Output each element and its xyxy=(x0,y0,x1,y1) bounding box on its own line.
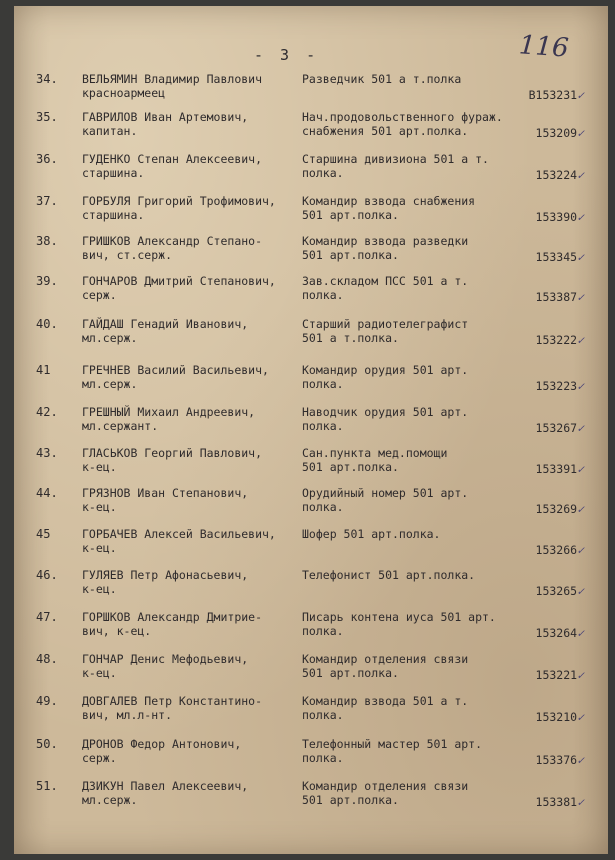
award-number xyxy=(512,753,584,767)
person-name xyxy=(82,317,292,345)
person-name xyxy=(82,446,292,474)
duty-line-1: Писарь контена иуса 501 арт. xyxy=(302,610,496,624)
award-number xyxy=(512,88,584,102)
checkmark-icon: ✓ xyxy=(577,379,584,393)
name-line-2: серж. xyxy=(82,288,117,302)
name-line-2: вич, ст.серж. xyxy=(82,248,173,262)
person-name xyxy=(82,194,292,222)
name-line-2: вич, к-ец. xyxy=(82,624,152,638)
entry-number: 38. xyxy=(36,234,58,248)
name-line-2: мл.серж. xyxy=(82,331,138,345)
duty-line-2: полка. xyxy=(302,624,344,638)
duty-line-2: 501 арт.полка. xyxy=(302,460,399,474)
award-number xyxy=(512,333,584,347)
position-description xyxy=(302,568,522,582)
entry-number: 35. xyxy=(36,110,58,124)
duty-line-2: полка. xyxy=(302,751,344,765)
name-line-1: ГОРБУЛЯ Григорий Трофимович, xyxy=(82,194,276,208)
name-line-2: мл.серж. xyxy=(82,377,138,391)
award-number-value: 153265 xyxy=(535,584,578,598)
name-line-1: ГУЛЯЕВ Петр Афонасьевич, xyxy=(82,568,249,582)
name-line-1: ГАЙДАШ Генадий Иванович, xyxy=(82,317,249,331)
name-line-1: ГОРБАЧЕВ Алексей Васильевич, xyxy=(82,527,276,541)
person-name xyxy=(82,152,292,180)
entry-number: 39. xyxy=(36,274,58,288)
name-line-2: к-ец. xyxy=(82,460,117,474)
person-name xyxy=(82,405,292,433)
position-description xyxy=(302,610,522,638)
list-item xyxy=(14,274,608,316)
duty-line-1: Телефонист 501 арт.полка. xyxy=(302,568,476,582)
duty-line-2: снабжения 501 арт.полка. xyxy=(302,124,469,138)
entry-number: 45 xyxy=(36,527,51,541)
award-number xyxy=(512,462,584,476)
person-name xyxy=(82,486,292,514)
duty-line-1: Командир взвода снабжения xyxy=(302,194,476,208)
entry-number: 36. xyxy=(36,152,58,166)
duty-line-1: Телефонный мастер 501 арт. xyxy=(302,737,483,751)
duty-line-1: Командир взвода 501 а т. xyxy=(302,694,469,708)
checkmark-icon: ✓ xyxy=(577,421,584,435)
award-number-value: 153390 xyxy=(535,210,578,224)
award-number-value: В153231 xyxy=(528,88,578,102)
award-number xyxy=(512,626,584,640)
duty-line-2: полка. xyxy=(302,166,344,180)
award-number-value: 153221 xyxy=(535,668,578,682)
duty-line-1: Нач.продовольственного фураж. xyxy=(302,110,503,124)
name-line-2: вич, мл.л-нт. xyxy=(82,708,173,722)
award-number xyxy=(512,290,584,304)
award-number xyxy=(512,379,584,393)
name-line-1: ГОНЧАР Денис Мефодьевич, xyxy=(82,652,249,666)
award-number xyxy=(512,210,584,224)
name-line-2: старшина. xyxy=(82,208,145,222)
duty-line-1: Орудийный номер 501 арт. xyxy=(302,486,469,500)
award-number-value: 153391 xyxy=(535,462,578,476)
list-item xyxy=(14,610,608,652)
award-number xyxy=(512,710,584,724)
list-item xyxy=(14,446,608,488)
position-description xyxy=(302,194,522,222)
award-number-value: 153224 xyxy=(535,168,578,182)
list-item xyxy=(14,110,608,152)
name-line-2: к-ец. xyxy=(82,500,117,514)
duty-line-1: Разведчик 501 а т.полка xyxy=(302,72,462,86)
duty-line-1: Сан.пункта мед.помощи xyxy=(302,446,448,460)
position-description xyxy=(302,234,522,262)
position-description xyxy=(302,486,522,514)
name-line-2: капитан. xyxy=(82,124,138,138)
entry-number: 43. xyxy=(36,446,58,460)
award-number-value: 153264 xyxy=(535,626,578,640)
list-item xyxy=(14,363,608,405)
position-description xyxy=(302,737,522,765)
list-item xyxy=(14,737,608,779)
checkmark-icon: ✓ xyxy=(577,502,584,516)
checkmark-icon: ✓ xyxy=(577,290,584,304)
person-name xyxy=(82,363,292,391)
position-description xyxy=(302,274,522,302)
name-line-2: к-ец. xyxy=(82,582,117,596)
name-line-1: ГЛАСЬКОВ Георгий Павлович, xyxy=(82,446,263,460)
award-number-value: 153376 xyxy=(535,753,578,767)
position-description xyxy=(302,652,522,680)
person-name xyxy=(82,72,292,100)
name-line-1: ДЗИКУН Павел Алексеевич, xyxy=(82,779,249,793)
duty-line-2: полка. xyxy=(302,419,344,433)
list-item xyxy=(14,694,608,736)
position-description xyxy=(302,363,522,391)
checkmark-icon: ✓ xyxy=(577,210,584,224)
name-line-1: ГРЕШНЫЙ Михаил Андреевич, xyxy=(82,405,256,419)
award-number-value: 153210 xyxy=(535,710,578,724)
duty-line-2: 501 арт.полка. xyxy=(302,666,399,680)
name-line-1: ГОРШКОВ Александр Дмитрие- xyxy=(82,610,263,624)
duty-line-2: полка. xyxy=(302,288,344,302)
person-name xyxy=(82,779,292,807)
duty-line-1: Командир взвода разведки xyxy=(302,234,469,248)
position-description xyxy=(302,72,522,86)
award-number-value: 153269 xyxy=(535,502,578,516)
checkmark-icon: ✓ xyxy=(577,710,584,724)
duty-line-1: Зав.складом ПСС 501 а т. xyxy=(302,274,469,288)
list-item xyxy=(14,486,608,528)
position-description xyxy=(302,110,522,138)
entry-number: 47. xyxy=(36,610,58,624)
position-description xyxy=(302,779,522,807)
name-line-1: ГРЯЗНОВ Иван Степанович, xyxy=(82,486,249,500)
duty-line-2: полка. xyxy=(302,377,344,391)
person-name xyxy=(82,694,292,722)
name-line-1: ГОНЧАРОВ Дмитрий Степанович, xyxy=(82,274,276,288)
award-number xyxy=(512,668,584,682)
list-item xyxy=(14,152,608,194)
checkmark-icon: ✓ xyxy=(577,584,584,598)
duty-line-2: 501 а т.полка. xyxy=(302,331,399,345)
name-line-2: красноармеец xyxy=(82,86,166,100)
person-name xyxy=(82,110,292,138)
duty-line-1: Командир орудия 501 арт. xyxy=(302,363,469,377)
name-line-1: ГРЕЧНЕВ Василий Васильевич, xyxy=(82,363,269,377)
person-name xyxy=(82,274,292,302)
name-line-2: серж. xyxy=(82,751,117,765)
duty-line-1: Наводчик орудия 501 арт. xyxy=(302,405,469,419)
entry-number: 44. xyxy=(36,486,58,500)
list-item xyxy=(14,652,608,694)
checkmark-icon: ✓ xyxy=(577,250,584,264)
position-description xyxy=(302,694,522,722)
award-number xyxy=(512,795,584,809)
entry-number: 37. xyxy=(36,194,58,208)
entry-number: 51. xyxy=(36,779,58,793)
person-name xyxy=(82,568,292,596)
person-name xyxy=(82,234,292,262)
duty-line-1: Старшина дивизиона 501 а т. xyxy=(302,152,489,166)
duty-line-2: 501 арт.полка. xyxy=(302,248,399,262)
position-description xyxy=(302,527,522,541)
award-number-value: 153345 xyxy=(535,250,578,264)
person-name xyxy=(82,610,292,638)
person-name xyxy=(82,737,292,765)
name-line-1: ДОВГАЛЕВ Петр Константино- xyxy=(82,694,263,708)
checkmark-icon: ✓ xyxy=(577,626,584,640)
list-item xyxy=(14,72,608,114)
handwritten-folio-number: 116 xyxy=(518,30,570,64)
award-number-value: 153209 xyxy=(535,126,578,140)
name-line-2: мл.серж. xyxy=(82,793,138,807)
entry-number: 50. xyxy=(36,737,58,751)
duty-line-2: 501 арт.полка. xyxy=(302,793,399,807)
name-line-1: ДРОНОВ Федор Антонович, xyxy=(82,737,242,751)
checkmark-icon: ✓ xyxy=(577,168,584,182)
checkmark-icon: ✓ xyxy=(577,462,584,476)
list-item xyxy=(14,779,608,821)
name-line-2: старшина. xyxy=(82,166,145,180)
entry-number: 42. xyxy=(36,405,58,419)
document-page xyxy=(14,6,608,854)
entry-number: 34. xyxy=(36,72,58,86)
entry-number: 49. xyxy=(36,694,58,708)
duty-line-2: 501 арт.полка. xyxy=(302,208,399,222)
checkmark-icon: ✓ xyxy=(577,88,584,102)
position-description xyxy=(302,152,522,180)
award-number-value: 153381 xyxy=(535,795,578,809)
checkmark-icon: ✓ xyxy=(577,668,584,682)
duty-line-1: Командир отделения связи xyxy=(302,652,469,666)
award-number-value: 153267 xyxy=(535,421,578,435)
name-line-1: ВЕЛЬЯМИН Владимир Павлович xyxy=(82,72,263,86)
award-number-value: 153387 xyxy=(535,290,578,304)
entry-number: 40. xyxy=(36,317,58,331)
award-number-value: 153266 xyxy=(535,543,578,557)
entry-number: 46. xyxy=(36,568,58,582)
award-number xyxy=(512,168,584,182)
page-number: - 3 - xyxy=(254,46,320,64)
position-description xyxy=(302,317,522,345)
name-line-1: ГУДЕНКО Степан Алексеевич, xyxy=(82,152,263,166)
name-line-1: ГАВРИЛОВ Иван Артемович, xyxy=(82,110,249,124)
position-description xyxy=(302,446,522,474)
duty-line-2: полка. xyxy=(302,500,344,514)
award-number xyxy=(512,126,584,140)
award-number xyxy=(512,584,584,598)
name-line-2: к-ец. xyxy=(82,541,117,555)
duty-line-1: Старший радиотелеграфист xyxy=(302,317,469,331)
award-number-value: 153222 xyxy=(535,333,578,347)
person-name xyxy=(82,527,292,555)
checkmark-icon: ✓ xyxy=(577,753,584,767)
award-number xyxy=(512,250,584,264)
list-item xyxy=(14,194,608,236)
checkmark-icon: ✓ xyxy=(577,126,584,140)
duty-line-1: Шофер 501 арт.полка. xyxy=(302,527,441,541)
name-line-2: мл.сержант. xyxy=(82,419,159,433)
list-item xyxy=(14,527,608,569)
entry-number: 41 xyxy=(36,363,51,377)
list-item xyxy=(14,405,608,447)
duty-line-2: полка. xyxy=(302,708,344,722)
checkmark-icon: ✓ xyxy=(577,543,584,557)
award-number-value: 153223 xyxy=(535,379,578,393)
award-number xyxy=(512,421,584,435)
checkmark-icon: ✓ xyxy=(577,333,584,347)
checkmark-icon: ✓ xyxy=(577,795,584,809)
name-line-2: к-ец. xyxy=(82,666,117,680)
award-number xyxy=(512,502,584,516)
list-item xyxy=(14,234,608,276)
entry-number: 48. xyxy=(36,652,58,666)
position-description xyxy=(302,405,522,433)
name-line-1: ГРИШКОВ Александр Степано- xyxy=(82,234,263,248)
list-item xyxy=(14,317,608,359)
duty-line-1: Командир отделения связи xyxy=(302,779,469,793)
list-item xyxy=(14,568,608,610)
person-name xyxy=(82,652,292,680)
award-number xyxy=(512,543,584,557)
